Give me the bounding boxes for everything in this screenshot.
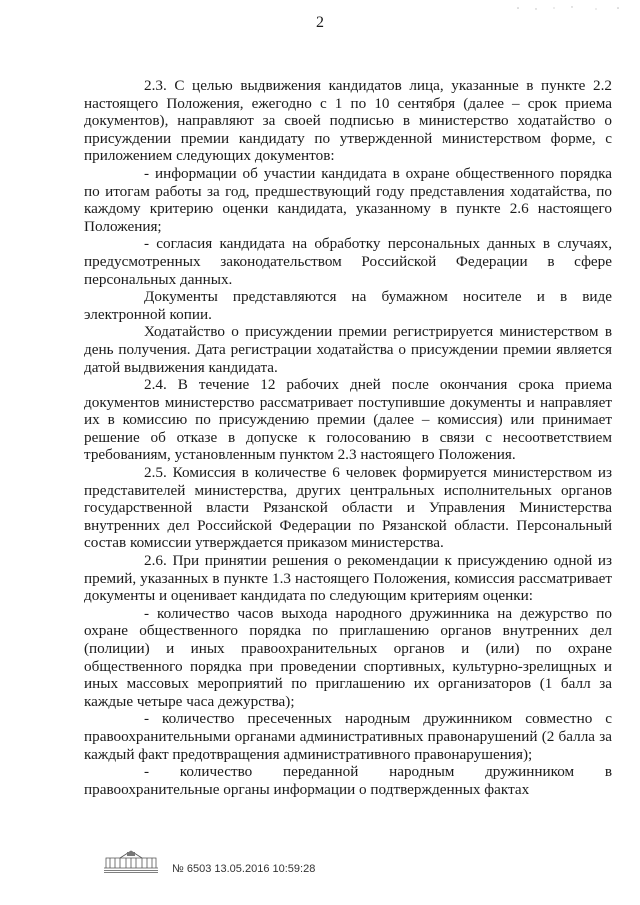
- paragraph-registration: Ходатайство о присуждении премии регистрируется министерством в день получения. Дата регистрации ходатайства о присуждении премии является датой выдвижения кандидата.: [84, 323, 612, 376]
- criterion-offenses: - количество пресеченных народным дружинником совместно с правоохранительными органами административных правонарушений (2 балла за каждый факт предотвращения административного правонарушения);: [84, 710, 612, 763]
- paragraph-2-4: 2.4. В течение 12 рабочих дней после окончания срока приема документов министерство рассматривает поступившие документы и направляет их в комиссию по присуждению премии (далее – комиссия) или принимает решение об отказе в допуске к голосованию в связи с несоответствием требованиям, установленным пунктом 2.3 настоящего Положения.: [84, 376, 612, 464]
- paragraph-2-3: 2.3. С целью выдвижения кандидатов лица, указанные в пункте 2.2 настоящего Положения, ежегодно с 1 по 10 сентября (далее – срок приема документов), направляют за своей подписью в министерство ходатайство о присуждении премии кандидату по утвержденной министерством форме, с приложением следующих документов:: [84, 77, 612, 165]
- list-item-consent: - согласия кандидата на обработку персональных данных в случаях, предусмотренных законодательством Российской Федерации в сфере персональных данных.: [84, 235, 612, 288]
- document-body: [84, 77, 612, 798]
- list-item-information: - информации об участии кандидата в охране общественного порядка по итогам работы за год, предшествующий году представления ходатайства, по каждому критерию оценки кандидата, указанному в пункте 2.6 настоящего Положения;: [84, 164, 612, 235]
- criterion-hours: - количество часов выхода народного дружинника на дежурство по охране общественного порядка по приглашению органов внутренних дел (полиции) и иных правоохранительных органов и (или) по охране общественного порядка при проведении спортивных, культурно-зрелищных и иных массовых мероприятий по приглашению их организаторов (1 балл за каждые четыре часа дежурства);: [84, 604, 612, 710]
- paragraph-documents-format: Документы представляются на бумажном носителе и в виде электронной копии.: [84, 288, 612, 323]
- registration-mark: № 6503 13.05.2016 10:59:28: [172, 863, 316, 875]
- criterion-information: - количество переданной народным дружинником в правоохранительные органы информации о подтвержденных фактах: [84, 763, 612, 798]
- building-stamp-icon: [100, 846, 162, 874]
- paragraph-2-6: 2.6. При принятии решения о рекомендации к присуждению одной из премий, указанных в пункте 1.3 настоящего Положения, комиссия рассматривает документы и оценивает кандидата по следующим критериям оценки:: [84, 552, 612, 605]
- paragraph-2-5: 2.5. Комиссия в количестве 6 человек формируется министерством из представителей министерства, других центральных исполнительных органов государственной власти Рязанской области и Управления Министерства внутренних дел Российской Федерации по Рязанской области. Персональный состав комиссии утверждается приказом министерства.: [84, 464, 612, 552]
- page-number: 2: [316, 14, 324, 31]
- scan-artifacts: [508, 4, 628, 12]
